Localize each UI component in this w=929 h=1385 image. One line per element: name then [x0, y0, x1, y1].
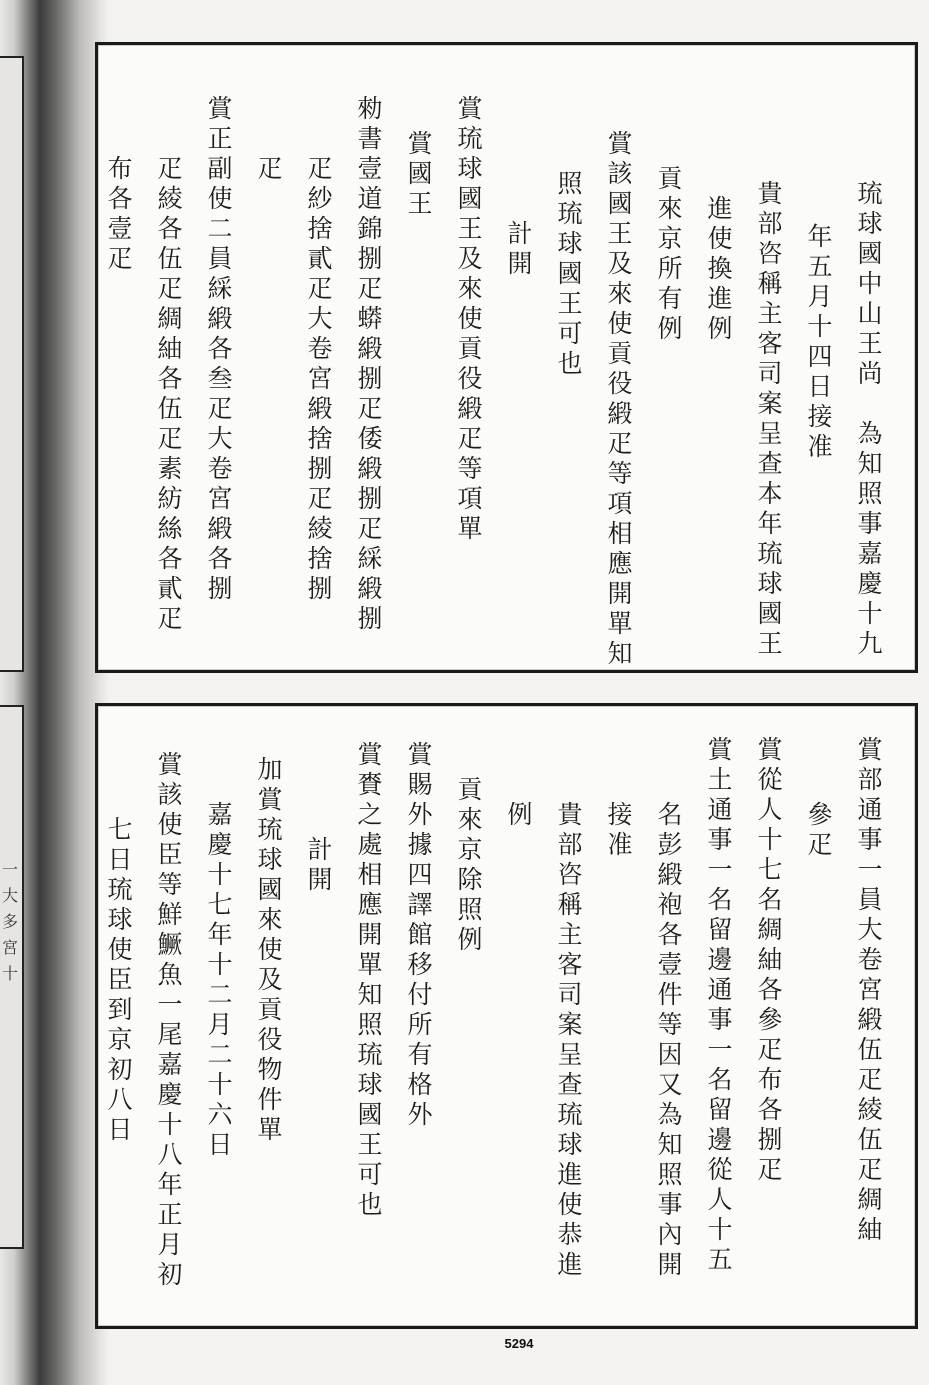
previous-page-frame-bottom [0, 705, 24, 1249]
previous-page-frame-top [0, 56, 24, 672]
text-column: 疋 [254, 155, 283, 185]
text-column: 賞琉球國王及來使貢役緞疋等項單 [454, 95, 483, 545]
text-column: 賞正副使二員綵緞各叁疋大卷宮緞各捌 [204, 95, 233, 605]
text-column: 計開 [304, 836, 333, 896]
text-column: 賞部通事一員大卷宮緞伍疋綾伍疋綢紬 [854, 736, 883, 1246]
text-columns-bottom [98, 706, 915, 1326]
text-column: 賞該國王及來使貢役緞疋等項相應開單知 [604, 130, 633, 670]
text-column: 照琉球國王可也 [554, 170, 583, 380]
previous-page-char: 大 [2, 886, 19, 905]
text-column: 加賞琉球國來使及貢役物件單 [254, 756, 283, 1146]
text-column: 名彭緞袍各壹件等因又為知照事內開 [654, 801, 683, 1281]
text-column: 賞國王 [404, 130, 433, 220]
text-column: 年五月十四日接准 [804, 223, 833, 463]
text-column: 進使換進例 [704, 195, 733, 345]
text-column: 接准 [604, 801, 633, 861]
text-column: 賞該使臣等鮮鱖魚一尾嘉慶十八年正月初 [154, 751, 183, 1291]
text-column: 七日琉球使臣到京初八日 [104, 816, 133, 1146]
previous-page-char: 一 [2, 860, 19, 879]
text-column: 例 [504, 801, 533, 831]
text-column: 賞土通事一名留邊通事一名留邊從人十五 [704, 736, 733, 1276]
document-panel-bottom [95, 703, 918, 1329]
text-column: 貢來京除照例 [454, 776, 483, 956]
text-column: 賞從人十七名綢紬各參疋布各捌疋 [754, 736, 783, 1186]
text-column: 貴部咨稱主客司案呈查本年琉球國王 [754, 180, 783, 660]
previous-page-char: 十 [2, 964, 19, 983]
previous-page-char: 宮 [2, 938, 19, 957]
text-column: 參疋 [804, 801, 833, 861]
text-column: 貴部咨稱主客司案呈查琉球進使恭進 [554, 801, 583, 1281]
text-column: 疋紗捨貳疋大卷宮緞捨捌疋綾捨捌 [304, 155, 333, 605]
text-column: 勑書壹道錦捌疋蟒緞捌疋倭緞捌疋綵緞捌 [354, 95, 383, 635]
text-column: 疋綾各伍疋綢紬各伍疋素紡絲各貳疋 [154, 155, 183, 635]
text-column: 嘉慶十七年十二月二十六日 [204, 801, 233, 1161]
text-column: 賞賚之處相應開單知照琉球國王可也 [354, 741, 383, 1221]
text-column: 琉球國中山王尚 為知照事嘉慶十九 [854, 180, 883, 660]
text-column: 賞賜外據四譯館移付所有格外 [404, 741, 433, 1131]
previous-page-text [2, 857, 18, 987]
document-panel-top [95, 42, 918, 673]
text-columns-top [98, 45, 915, 670]
previous-page-char: 多 [2, 912, 19, 931]
text-column: 貢來京所有例 [654, 165, 683, 345]
page-number: 5294 [504, 1336, 534, 1351]
text-column: 計開 [504, 220, 533, 280]
text-column: 布各壹疋 [104, 155, 133, 275]
